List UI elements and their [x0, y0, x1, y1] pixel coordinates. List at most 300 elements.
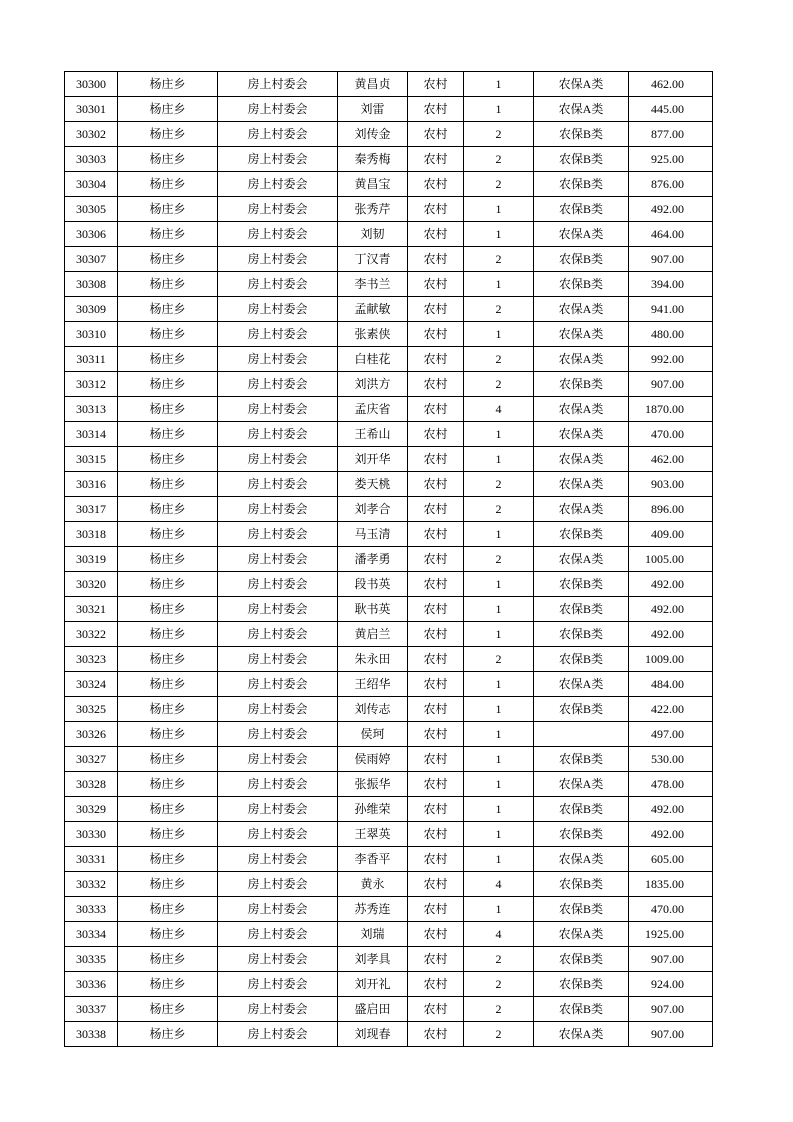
- resident-type: 农村: [408, 172, 464, 197]
- amount: 1870.00: [629, 397, 713, 422]
- township: 杨庄乡: [118, 447, 218, 472]
- village-committee: 房上村委会: [218, 947, 338, 972]
- person-name: 刘孝合: [338, 497, 408, 522]
- amount: 907.00: [629, 1022, 713, 1047]
- amount: 492.00: [629, 822, 713, 847]
- insurance-category: 农保A类: [534, 497, 629, 522]
- insurance-category: 农保B类: [534, 872, 629, 897]
- table-row: [65, 897, 713, 922]
- resident-type: 农村: [408, 322, 464, 347]
- table-row: [65, 622, 713, 647]
- person-name: 李香平: [338, 847, 408, 872]
- village-committee: 房上村委会: [218, 372, 338, 397]
- resident-type: 农村: [408, 697, 464, 722]
- person-count: 1: [464, 522, 534, 547]
- person-count: 2: [464, 347, 534, 372]
- table-row: [65, 872, 713, 897]
- person-count: 1: [464, 772, 534, 797]
- township: 杨庄乡: [118, 272, 218, 297]
- resident-type: 农村: [408, 897, 464, 922]
- serial-number: 30317: [65, 497, 118, 522]
- serial-number: 30306: [65, 222, 118, 247]
- village-committee: 房上村委会: [218, 497, 338, 522]
- resident-type: 农村: [408, 272, 464, 297]
- township: 杨庄乡: [118, 822, 218, 847]
- township: 杨庄乡: [118, 897, 218, 922]
- township: 杨庄乡: [118, 372, 218, 397]
- amount: 903.00: [629, 472, 713, 497]
- resident-type: 农村: [408, 947, 464, 972]
- resident-type: 农村: [408, 622, 464, 647]
- amount: 605.00: [629, 847, 713, 872]
- insurance-category: 农保A类: [534, 297, 629, 322]
- village-committee: 房上村委会: [218, 597, 338, 622]
- amount: 877.00: [629, 122, 713, 147]
- amount: 470.00: [629, 422, 713, 447]
- village-committee: 房上村委会: [218, 147, 338, 172]
- resident-type: 农村: [408, 672, 464, 697]
- insurance-category: 农保A类: [534, 672, 629, 697]
- amount: 497.00: [629, 722, 713, 747]
- amount: 907.00: [629, 247, 713, 272]
- insurance-category: 农保B类: [534, 897, 629, 922]
- amount: 492.00: [629, 622, 713, 647]
- insurance-category: 农保A类: [534, 1022, 629, 1047]
- table-row: [65, 697, 713, 722]
- serial-number: 30315: [65, 447, 118, 472]
- table-row: [65, 572, 713, 597]
- table-row: [65, 422, 713, 447]
- township: 杨庄乡: [118, 547, 218, 572]
- township: 杨庄乡: [118, 1022, 218, 1047]
- table-row: [65, 147, 713, 172]
- person-count: 1: [464, 797, 534, 822]
- person-count: 2: [464, 497, 534, 522]
- amount: 907.00: [629, 947, 713, 972]
- insurance-category: 农保B类: [534, 597, 629, 622]
- table-row: [65, 847, 713, 872]
- amount: 941.00: [629, 297, 713, 322]
- resident-type: 农村: [408, 447, 464, 472]
- resident-type: 农村: [408, 497, 464, 522]
- amount: 492.00: [629, 797, 713, 822]
- person-count: 4: [464, 397, 534, 422]
- serial-number: 30303: [65, 147, 118, 172]
- amount: 422.00: [629, 697, 713, 722]
- table-row: [65, 222, 713, 247]
- insurance-category: 农保B类: [534, 197, 629, 222]
- resident-type: 农村: [408, 372, 464, 397]
- insurance-category: 农保B类: [534, 372, 629, 397]
- serial-number: 30324: [65, 672, 118, 697]
- amount: 530.00: [629, 747, 713, 772]
- table-row: [65, 647, 713, 672]
- insurance-category: [534, 722, 629, 747]
- township: 杨庄乡: [118, 672, 218, 697]
- amount: 1925.00: [629, 922, 713, 947]
- insurance-category: 农保A类: [534, 447, 629, 472]
- table-row: [65, 972, 713, 997]
- village-committee: 房上村委会: [218, 847, 338, 872]
- resident-type: 农村: [408, 72, 464, 97]
- person-name: 刘瑞: [338, 922, 408, 947]
- amount: 907.00: [629, 997, 713, 1022]
- serial-number: 30329: [65, 797, 118, 822]
- person-count: 1: [464, 672, 534, 697]
- insurance-category: 农保A类: [534, 322, 629, 347]
- insurance-category: 农保B类: [534, 247, 629, 272]
- person-name: 娄天桃: [338, 472, 408, 497]
- insurance-category: 农保B类: [534, 622, 629, 647]
- person-name: 刘传金: [338, 122, 408, 147]
- insurance-category: 农保B类: [534, 972, 629, 997]
- person-name: 侯雨婷: [338, 747, 408, 772]
- person-count: 2: [464, 547, 534, 572]
- amount: 1009.00: [629, 647, 713, 672]
- person-count: 2: [464, 647, 534, 672]
- village-committee: 房上村委会: [218, 797, 338, 822]
- person-count: 1: [464, 222, 534, 247]
- person-count: 1: [464, 272, 534, 297]
- resident-type: 农村: [408, 122, 464, 147]
- township: 杨庄乡: [118, 947, 218, 972]
- village-committee: 房上村委会: [218, 247, 338, 272]
- serial-number: 30321: [65, 597, 118, 622]
- person-name: 孟庆省: [338, 397, 408, 422]
- person-name: 刘雷: [338, 97, 408, 122]
- person-count: 2: [464, 1022, 534, 1047]
- insurance-category: 农保B类: [534, 172, 629, 197]
- person-count: 2: [464, 972, 534, 997]
- township: 杨庄乡: [118, 597, 218, 622]
- serial-number: 30314: [65, 422, 118, 447]
- person-count: 1: [464, 422, 534, 447]
- township: 杨庄乡: [118, 422, 218, 447]
- table-row: [65, 247, 713, 272]
- amount: 907.00: [629, 372, 713, 397]
- table-row: [65, 397, 713, 422]
- table-row: [65, 522, 713, 547]
- township: 杨庄乡: [118, 922, 218, 947]
- serial-number: 30323: [65, 647, 118, 672]
- serial-number: 30322: [65, 622, 118, 647]
- person-name: 秦秀梅: [338, 147, 408, 172]
- township: 杨庄乡: [118, 772, 218, 797]
- table-row: [65, 797, 713, 822]
- township: 杨庄乡: [118, 122, 218, 147]
- person-name: 刘传志: [338, 697, 408, 722]
- serial-number: 30331: [65, 847, 118, 872]
- person-name: 刘孝具: [338, 947, 408, 972]
- township: 杨庄乡: [118, 297, 218, 322]
- village-committee: 房上村委会: [218, 997, 338, 1022]
- table-row: [65, 747, 713, 772]
- resident-type: 农村: [408, 722, 464, 747]
- village-committee: 房上村委会: [218, 897, 338, 922]
- resident-type: 农村: [408, 747, 464, 772]
- village-committee: 房上村委会: [218, 572, 338, 597]
- serial-number: 30318: [65, 522, 118, 547]
- insurance-category: 农保B类: [534, 997, 629, 1022]
- village-committee: 房上村委会: [218, 672, 338, 697]
- serial-number: 30307: [65, 247, 118, 272]
- person-name: 李书兰: [338, 272, 408, 297]
- table-row: [65, 547, 713, 572]
- amount: 470.00: [629, 897, 713, 922]
- township: 杨庄乡: [118, 97, 218, 122]
- insurance-category: 农保A类: [534, 72, 629, 97]
- amount: 484.00: [629, 672, 713, 697]
- person-name: 黄昌宝: [338, 172, 408, 197]
- resident-type: 农村: [408, 997, 464, 1022]
- person-name: 张素侠: [338, 322, 408, 347]
- township: 杨庄乡: [118, 172, 218, 197]
- person-count: 1: [464, 97, 534, 122]
- table-row: [65, 672, 713, 697]
- serial-number: 30330: [65, 822, 118, 847]
- person-name: 黄启兰: [338, 622, 408, 647]
- resident-type: 农村: [408, 647, 464, 672]
- person-count: 1: [464, 72, 534, 97]
- serial-number: 30335: [65, 947, 118, 972]
- village-committee: 房上村委会: [218, 347, 338, 372]
- person-name: 马玉清: [338, 522, 408, 547]
- serial-number: 30326: [65, 722, 118, 747]
- resident-type: 农村: [408, 797, 464, 822]
- amount: 462.00: [629, 447, 713, 472]
- village-committee: 房上村委会: [218, 422, 338, 447]
- resident-type: 农村: [408, 522, 464, 547]
- table-row: [65, 822, 713, 847]
- person-count: 1: [464, 322, 534, 347]
- person-name: 张秀芹: [338, 197, 408, 222]
- resident-type: 农村: [408, 422, 464, 447]
- person-count: 2: [464, 247, 534, 272]
- person-name: 侯珂: [338, 722, 408, 747]
- person-name: 盛启田: [338, 997, 408, 1022]
- table-body: [65, 72, 713, 1047]
- person-count: 1: [464, 572, 534, 597]
- insurance-category: 农保B类: [534, 122, 629, 147]
- person-name: 张振华: [338, 772, 408, 797]
- table-row: [65, 197, 713, 222]
- township: 杨庄乡: [118, 797, 218, 822]
- insurance-category: 农保B类: [534, 747, 629, 772]
- serial-number: 30325: [65, 697, 118, 722]
- resident-type: 农村: [408, 597, 464, 622]
- village-committee: 房上村委会: [218, 297, 338, 322]
- resident-type: 农村: [408, 222, 464, 247]
- table-row: [65, 997, 713, 1022]
- amount: 394.00: [629, 272, 713, 297]
- village-committee: 房上村委会: [218, 547, 338, 572]
- serial-number: 30334: [65, 922, 118, 947]
- amount: 925.00: [629, 147, 713, 172]
- village-committee: 房上村委会: [218, 472, 338, 497]
- table-row: [65, 947, 713, 972]
- amount: 492.00: [629, 597, 713, 622]
- serial-number: 30311: [65, 347, 118, 372]
- insurance-category: 农保B类: [534, 522, 629, 547]
- serial-number: 30332: [65, 872, 118, 897]
- township: 杨庄乡: [118, 197, 218, 222]
- person-count: 2: [464, 472, 534, 497]
- person-count: 1: [464, 697, 534, 722]
- insurance-category: 农保A类: [534, 547, 629, 572]
- amount: 1005.00: [629, 547, 713, 572]
- township: 杨庄乡: [118, 872, 218, 897]
- resident-type: 农村: [408, 922, 464, 947]
- serial-number: 30312: [65, 372, 118, 397]
- resident-type: 农村: [408, 247, 464, 272]
- person-count: 1: [464, 597, 534, 622]
- table-row: [65, 297, 713, 322]
- serial-number: 30327: [65, 747, 118, 772]
- township: 杨庄乡: [118, 472, 218, 497]
- person-name: 丁汉青: [338, 247, 408, 272]
- township: 杨庄乡: [118, 997, 218, 1022]
- person-name: 刘韧: [338, 222, 408, 247]
- serial-number: 30328: [65, 772, 118, 797]
- serial-number: 30338: [65, 1022, 118, 1047]
- person-count: 2: [464, 947, 534, 972]
- insurance-category: 农保A类: [534, 97, 629, 122]
- serial-number: 30310: [65, 322, 118, 347]
- table-row: [65, 1022, 713, 1047]
- table-row: [65, 347, 713, 372]
- amount: 480.00: [629, 322, 713, 347]
- table-row: [65, 772, 713, 797]
- person-count: 1: [464, 897, 534, 922]
- insurance-category: 农保A类: [534, 347, 629, 372]
- village-committee: 房上村委会: [218, 447, 338, 472]
- person-name: 白桂花: [338, 347, 408, 372]
- village-committee: 房上村委会: [218, 747, 338, 772]
- village-committee: 房上村委会: [218, 172, 338, 197]
- table-row: [65, 447, 713, 472]
- table-row: [65, 322, 713, 347]
- township: 杨庄乡: [118, 522, 218, 547]
- insurance-category: 农保B类: [534, 697, 629, 722]
- serial-number: 30316: [65, 472, 118, 497]
- township: 杨庄乡: [118, 622, 218, 647]
- resident-type: 农村: [408, 872, 464, 897]
- table-row: [65, 597, 713, 622]
- table-row: [65, 922, 713, 947]
- serial-number: 30313: [65, 397, 118, 422]
- resident-type: 农村: [408, 972, 464, 997]
- person-name: 孟献敏: [338, 297, 408, 322]
- table-row: [65, 372, 713, 397]
- person-count: 2: [464, 122, 534, 147]
- village-committee: 房上村委会: [218, 922, 338, 947]
- insurance-category: 农保A类: [534, 397, 629, 422]
- village-committee: 房上村委会: [218, 697, 338, 722]
- table-row: [65, 472, 713, 497]
- insurance-category: 农保B类: [534, 572, 629, 597]
- table-row: [65, 97, 713, 122]
- table-row: [65, 497, 713, 522]
- table-row: [65, 172, 713, 197]
- serial-number: 30336: [65, 972, 118, 997]
- township: 杨庄乡: [118, 247, 218, 272]
- serial-number: 30333: [65, 897, 118, 922]
- resident-type: 农村: [408, 347, 464, 372]
- village-committee: 房上村委会: [218, 322, 338, 347]
- township: 杨庄乡: [118, 697, 218, 722]
- amount: 445.00: [629, 97, 713, 122]
- insurance-category: 农保A类: [534, 847, 629, 872]
- amount: 492.00: [629, 197, 713, 222]
- village-committee: 房上村委会: [218, 197, 338, 222]
- township: 杨庄乡: [118, 972, 218, 997]
- amount: 876.00: [629, 172, 713, 197]
- person-name: 黄昌贞: [338, 72, 408, 97]
- amount: 992.00: [629, 347, 713, 372]
- township: 杨庄乡: [118, 647, 218, 672]
- township: 杨庄乡: [118, 72, 218, 97]
- village-committee: 房上村委会: [218, 72, 338, 97]
- insurance-category: 农保A类: [534, 472, 629, 497]
- serial-number: 30320: [65, 572, 118, 597]
- village-committee: 房上村委会: [218, 972, 338, 997]
- amount: 1835.00: [629, 872, 713, 897]
- person-name: 王希山: [338, 422, 408, 447]
- table-row: [65, 722, 713, 747]
- resident-type: 农村: [408, 147, 464, 172]
- serial-number: 30302: [65, 122, 118, 147]
- insurance-category: 农保B类: [534, 647, 629, 672]
- village-committee: 房上村委会: [218, 647, 338, 672]
- resident-type: 农村: [408, 847, 464, 872]
- amount: 409.00: [629, 522, 713, 547]
- resident-type: 农村: [408, 297, 464, 322]
- resident-type: 农村: [408, 397, 464, 422]
- insurance-category: 农保A类: [534, 422, 629, 447]
- table-row: [65, 122, 713, 147]
- resident-type: 农村: [408, 772, 464, 797]
- township: 杨庄乡: [118, 222, 218, 247]
- insurance-category: 农保B类: [534, 272, 629, 297]
- amount: 492.00: [629, 572, 713, 597]
- village-committee: 房上村委会: [218, 272, 338, 297]
- amount: 478.00: [629, 772, 713, 797]
- amount: 462.00: [629, 72, 713, 97]
- person-name: 黄永: [338, 872, 408, 897]
- insurance-category: 农保A类: [534, 922, 629, 947]
- village-committee: 房上村委会: [218, 522, 338, 547]
- person-count: 2: [464, 172, 534, 197]
- township: 杨庄乡: [118, 322, 218, 347]
- person-count: 1: [464, 847, 534, 872]
- amount: 896.00: [629, 497, 713, 522]
- person-name: 刘现春: [338, 1022, 408, 1047]
- person-name: 王绍华: [338, 672, 408, 697]
- serial-number: 30319: [65, 547, 118, 572]
- resident-type: 农村: [408, 572, 464, 597]
- township: 杨庄乡: [118, 722, 218, 747]
- person-count: 1: [464, 622, 534, 647]
- serial-number: 30308: [65, 272, 118, 297]
- insurance-category: 农保A类: [534, 772, 629, 797]
- person-count: 2: [464, 147, 534, 172]
- person-name: 刘开礼: [338, 972, 408, 997]
- person-name: 段书英: [338, 572, 408, 597]
- serial-number: 30301: [65, 97, 118, 122]
- insurance-category: 农保B类: [534, 822, 629, 847]
- resident-type: 农村: [408, 97, 464, 122]
- township: 杨庄乡: [118, 572, 218, 597]
